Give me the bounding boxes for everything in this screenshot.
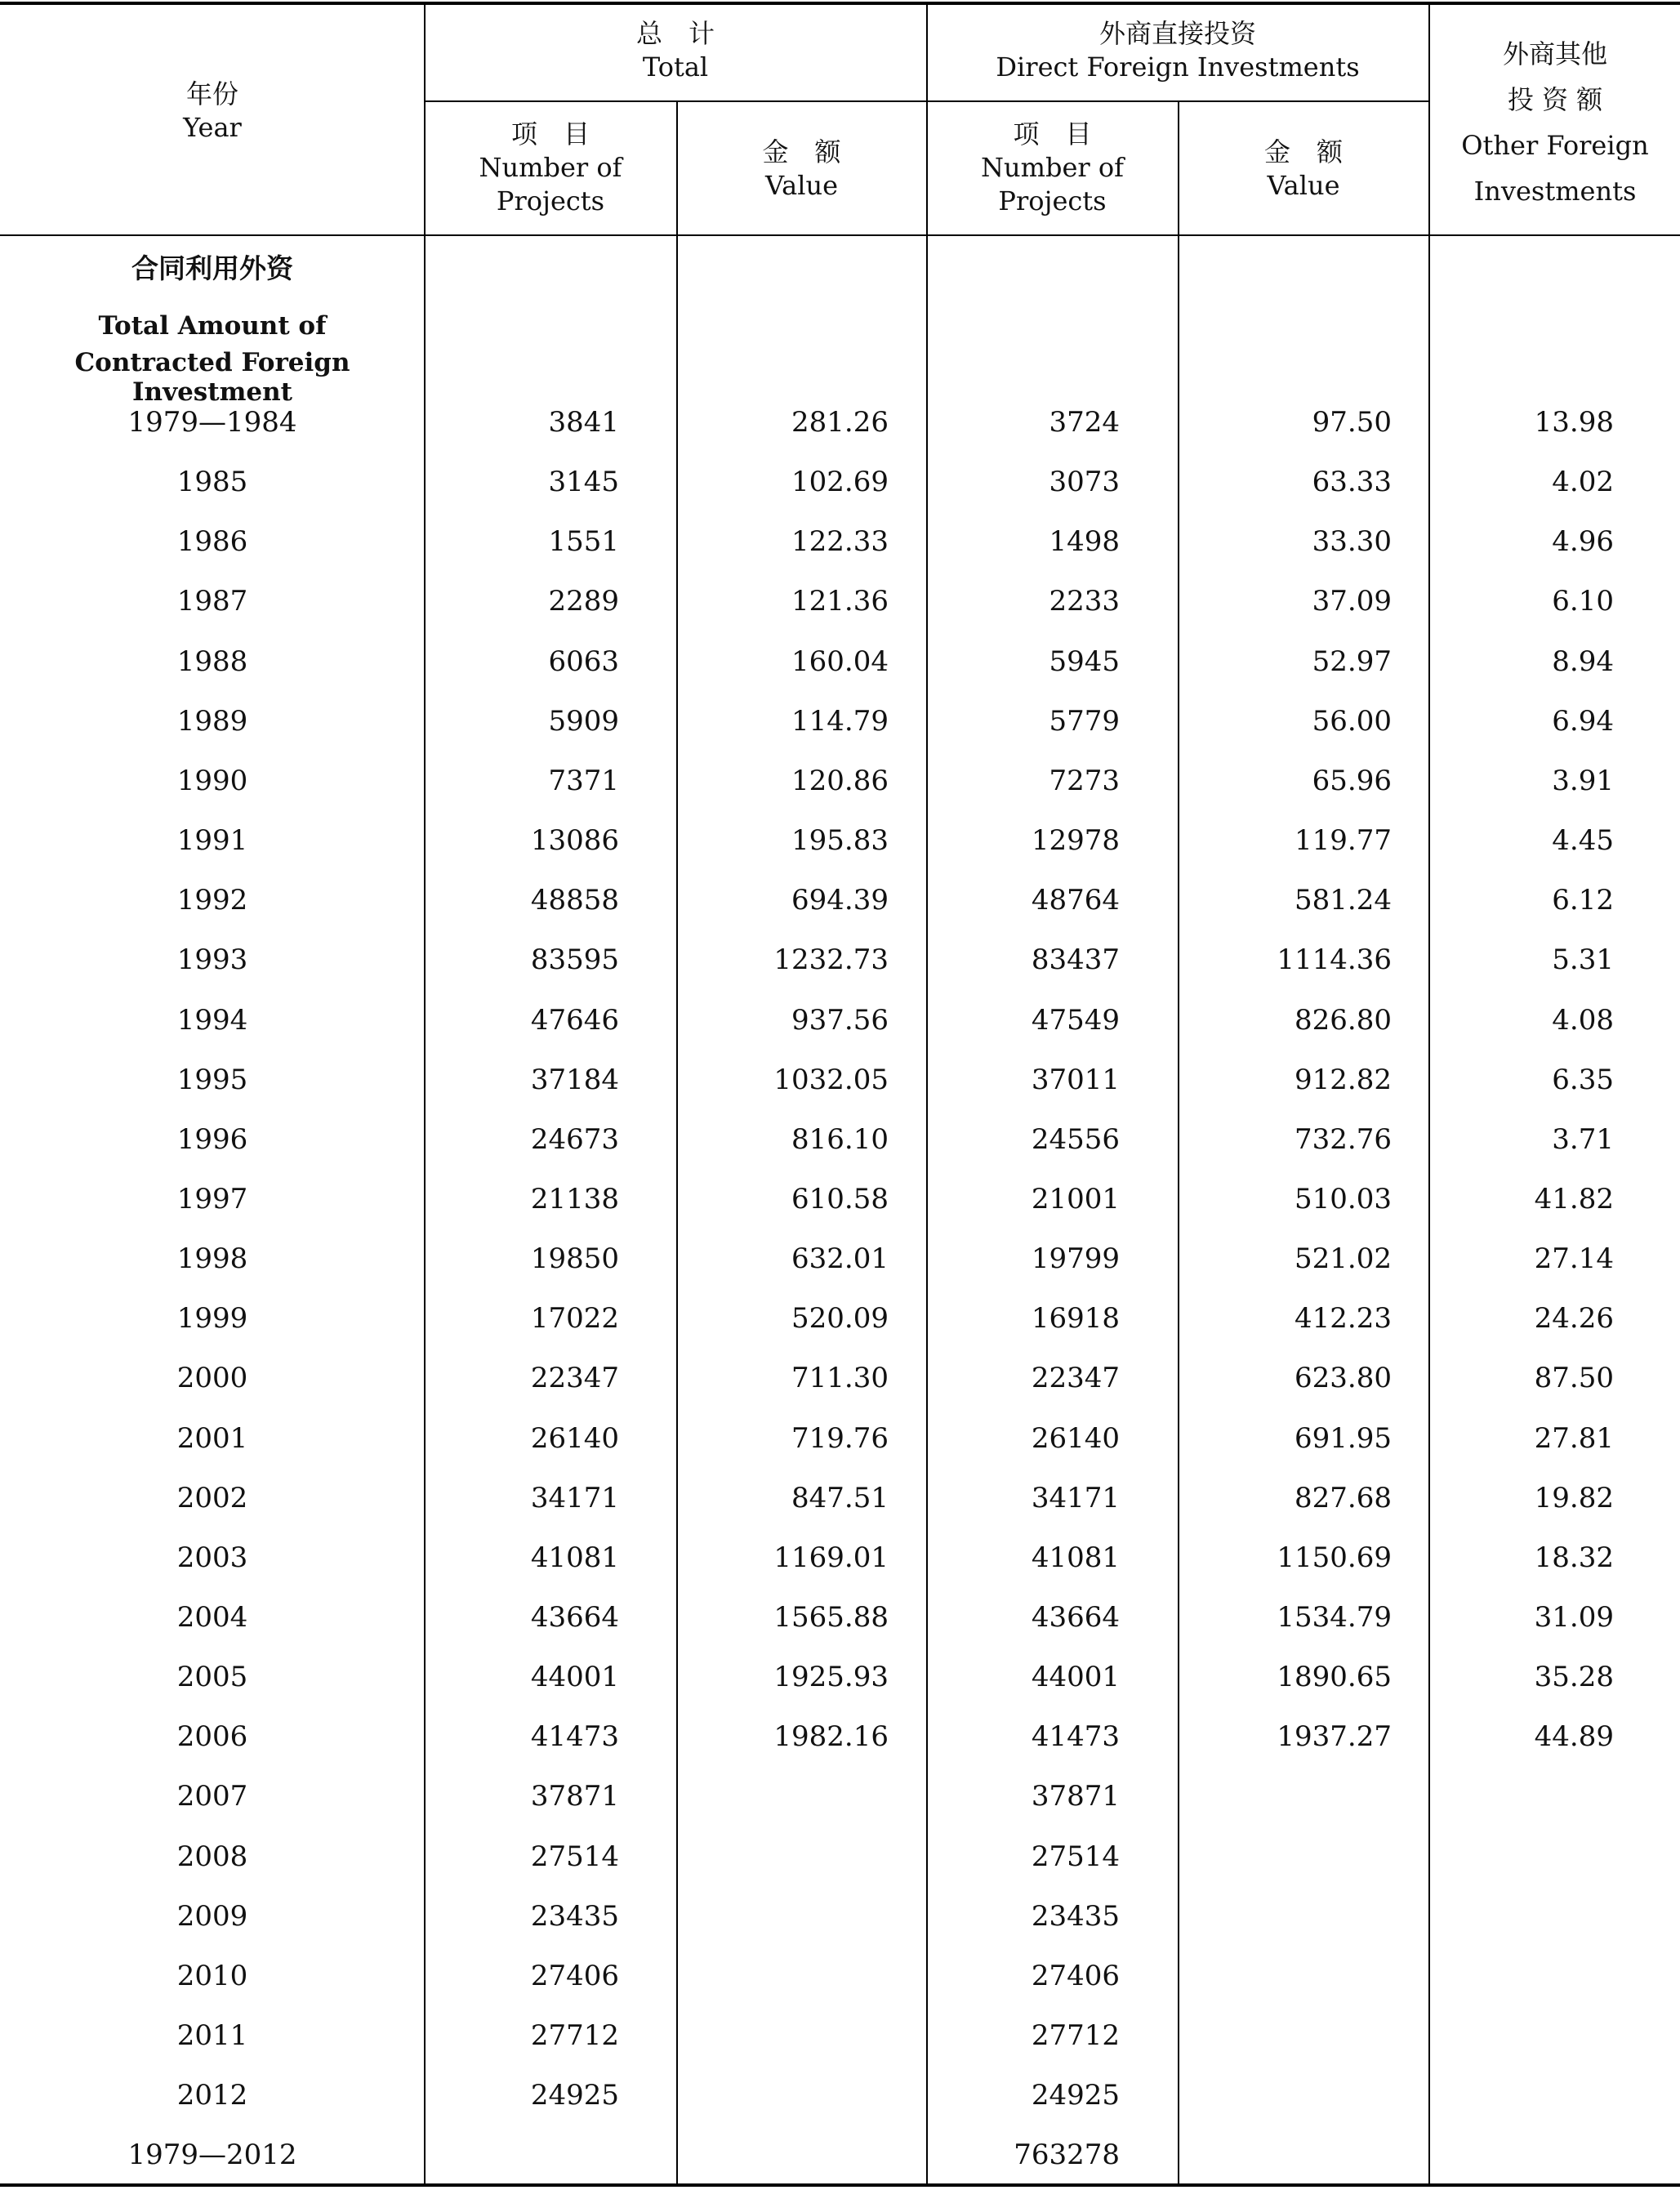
year-cell: 2009 [176, 1899, 248, 1933]
year-cell: 1989 [176, 704, 248, 738]
total-projects-cell: 27514 [530, 1840, 619, 1873]
total-value-cell: 847.51 [791, 1481, 889, 1514]
total-projects-cell: 21138 [530, 1182, 619, 1215]
table-row [0, 811, 1680, 871]
total-projects-cell: 48858 [530, 884, 619, 917]
total-projects-cell: 83595 [530, 943, 619, 977]
other-value-cell: 4.02 [1552, 466, 1614, 499]
year-cell: 1992 [176, 884, 248, 917]
other-value-cell: 6.12 [1552, 884, 1614, 917]
other-value-cell: 13.98 [1534, 406, 1614, 439]
total-value-cell: 102.69 [791, 466, 889, 499]
dfi-value-cell: 63.33 [1312, 466, 1392, 499]
other-value-cell: 4.45 [1552, 824, 1614, 858]
total-projects-cell: 41081 [530, 1541, 619, 1574]
other-value-cell: 44.89 [1534, 1720, 1614, 1754]
total-projects-cell: 23435 [530, 1899, 619, 1933]
total-value-cell: 1565.88 [773, 1601, 889, 1634]
dfi-value-cell: 412.23 [1295, 1302, 1392, 1336]
dfi-projects-cell: 47549 [1031, 1003, 1120, 1037]
total-projects-cell: 44001 [530, 1661, 619, 1694]
dfi-value-cell: 1937.27 [1277, 1720, 1392, 1754]
dfi-value-cell: 826.80 [1295, 1003, 1392, 1037]
table-row [0, 1947, 1680, 2006]
dfi-projects-cell: 83437 [1031, 943, 1120, 977]
year-cell: 1986 [176, 525, 248, 559]
total-value-cell: 1032.05 [773, 1063, 889, 1096]
table-row [0, 1588, 1680, 1648]
dfi-value-cell: 56.00 [1312, 704, 1392, 738]
table-row [0, 1110, 1680, 1170]
other-value-cell: 31.09 [1534, 1601, 1614, 1634]
table-row [0, 1409, 1680, 1469]
dfi-value-cell: 1114.36 [1277, 943, 1392, 977]
year-cell: 2012 [176, 2079, 248, 2112]
other-value-cell: 19.82 [1534, 1481, 1614, 1514]
year-cell: 1999 [176, 1302, 248, 1336]
year-cell: 1988 [176, 645, 248, 678]
total-value-cell: 520.09 [791, 1302, 889, 1336]
dfi-projects-cell: 26140 [1031, 1421, 1120, 1455]
dfi-projects-cell: 27406 [1031, 1959, 1120, 1992]
year-cell: 2010 [176, 1959, 248, 1992]
dfi-projects-cell: 41473 [1031, 1720, 1120, 1754]
table-row [0, 1289, 1680, 1349]
dfi-value-cell: 52.97 [1312, 645, 1392, 678]
dfi-projects-cell: 7273 [1049, 764, 1120, 797]
dfi-value-cell: 521.02 [1295, 1242, 1392, 1276]
total-value-cell: 114.79 [791, 704, 889, 738]
year-cell: 2006 [176, 1720, 248, 1754]
total-projects-cell: 27712 [530, 2019, 619, 2053]
dfi-projects-cell: 5779 [1049, 704, 1120, 738]
total-value-cell: 632.01 [791, 1242, 889, 1276]
header-total-projects: 项 目 Number of Projects [479, 118, 622, 216]
total-projects-cell: 5909 [548, 704, 619, 738]
total-projects-cell: 43664 [530, 1601, 619, 1634]
other-value-cell: 5.31 [1552, 943, 1614, 977]
header-dfi-value: 金 额 Value [1263, 136, 1343, 201]
other-value-cell: 18.32 [1534, 1541, 1614, 1574]
table-row [0, 1469, 1680, 1528]
year-cell: 2008 [176, 1840, 248, 1873]
table-row [0, 1648, 1680, 1707]
header-direct-foreign-investments: 外商直接投资 Direct Foreign Investments [996, 18, 1360, 83]
total-value-cell: 937.56 [791, 1003, 889, 1037]
total-projects-cell: 26140 [530, 1421, 619, 1455]
year-cell: 1979—1984 [127, 406, 297, 439]
dfi-value-cell: 827.68 [1295, 1481, 1392, 1514]
other-value-cell: 87.50 [1534, 1362, 1614, 1395]
total-projects-cell: 2289 [548, 585, 619, 618]
year-cell: 2002 [176, 1481, 248, 1514]
year-cell: 2007 [176, 1780, 248, 1813]
total-projects-cell: 17022 [530, 1302, 619, 1336]
dfi-value-cell: 691.95 [1295, 1421, 1392, 1455]
header-total: 总 计 Total [635, 18, 715, 83]
section-title-en-line2: Contracted Foreign Investment [74, 348, 350, 407]
total-value-cell: 281.26 [791, 406, 889, 439]
total-projects-cell: 19850 [530, 1242, 619, 1276]
year-cell: 1998 [176, 1242, 248, 1276]
total-value-cell: 1169.01 [773, 1541, 889, 1574]
dfi-value-cell: 33.30 [1312, 525, 1392, 559]
dfi-projects-cell: 43664 [1031, 1601, 1120, 1634]
total-projects-cell: 41473 [530, 1720, 619, 1754]
dfi-projects-cell: 23435 [1031, 1899, 1120, 1933]
table-row [0, 692, 1680, 752]
other-value-cell: 24.26 [1534, 1302, 1614, 1336]
section-title-cn: 合同利用外资 [131, 252, 293, 284]
total-value-cell: 160.04 [791, 645, 889, 678]
table-row [0, 572, 1680, 631]
table-row [0, 632, 1680, 692]
total-value-cell: 610.58 [791, 1182, 889, 1215]
dfi-projects-cell: 44001 [1031, 1661, 1120, 1694]
header-other-foreign-investments: 外商其他 投 资 额 Other Foreign Investments [1461, 38, 1649, 207]
dfi-projects-cell: 22347 [1031, 1362, 1120, 1395]
total-value-cell: 694.39 [791, 884, 889, 917]
dfi-projects-cell: 27514 [1031, 1840, 1120, 1873]
table-row [0, 1887, 1680, 1947]
table-row [0, 1050, 1680, 1110]
total-projects-cell: 6063 [548, 645, 619, 678]
table-row [0, 871, 1680, 930]
dfi-projects-cell: 3073 [1049, 466, 1120, 499]
table-row [0, 1170, 1680, 1229]
other-value-cell: 6.35 [1552, 1063, 1614, 1096]
table-row [0, 512, 1680, 572]
year-cell: 2005 [176, 1661, 248, 1694]
dfi-projects-cell: 16918 [1031, 1302, 1120, 1336]
dfi-projects-cell: 21001 [1031, 1182, 1120, 1215]
total-value-cell: 122.33 [791, 525, 889, 559]
total-projects-cell: 37871 [530, 1780, 619, 1813]
other-value-cell: 27.14 [1534, 1242, 1614, 1276]
year-cell: 1996 [176, 1122, 248, 1156]
table-row [0, 1767, 1680, 1826]
total-projects-cell: 7371 [548, 764, 619, 797]
total-value-cell: 711.30 [791, 1362, 889, 1395]
dfi-value-cell: 912.82 [1295, 1063, 1392, 1096]
other-value-cell: 35.28 [1534, 1661, 1614, 1694]
dfi-value-cell: 97.50 [1312, 406, 1392, 439]
dfi-projects-cell: 3724 [1049, 406, 1120, 439]
year-cell: 1993 [176, 943, 248, 977]
table-row [0, 1707, 1680, 1767]
dfi-projects-cell: 24556 [1031, 1122, 1120, 1156]
table-row [0, 393, 1680, 453]
dfi-value-cell: 623.80 [1295, 1362, 1392, 1395]
table-row [0, 1528, 1680, 1588]
table-row [0, 2006, 1680, 2066]
year-cell: 1997 [176, 1182, 248, 1215]
year-cell: 2001 [176, 1421, 248, 1455]
dfi-projects-cell: 12978 [1031, 824, 1120, 858]
dfi-projects-cell: 41081 [1031, 1541, 1120, 1574]
total-projects-cell: 24673 [530, 1122, 619, 1156]
total-value-cell: 121.36 [791, 585, 889, 618]
other-value-cell: 3.91 [1552, 764, 1614, 797]
total-value-cell: 1982.16 [773, 1720, 889, 1754]
table-row [0, 991, 1680, 1050]
year-cell: 2004 [176, 1601, 248, 1634]
dfi-projects-cell: 763278 [1014, 2139, 1120, 2172]
dfi-value-cell: 510.03 [1295, 1182, 1392, 1215]
dfi-projects-cell: 1498 [1049, 525, 1120, 559]
other-value-cell: 4.08 [1552, 1003, 1614, 1037]
total-projects-cell: 27406 [530, 1959, 619, 1992]
total-value-cell: 195.83 [791, 824, 889, 858]
year-cell: 2003 [176, 1541, 248, 1574]
total-value-cell: 1925.93 [773, 1661, 889, 1694]
dfi-projects-cell: 27712 [1031, 2019, 1120, 2053]
year-cell: 2011 [176, 2019, 248, 2053]
total-projects-cell: 3145 [548, 466, 619, 499]
dfi-projects-cell: 19799 [1031, 1242, 1120, 1276]
total-projects-cell: 24925 [530, 2079, 619, 2112]
table-row [0, 1229, 1680, 1289]
total-projects-cell: 13086 [530, 824, 619, 858]
other-value-cell: 8.94 [1552, 645, 1614, 678]
total-value-cell: 719.76 [791, 1421, 889, 1455]
total-value-cell: 1232.73 [773, 943, 889, 977]
table-row [0, 2066, 1680, 2125]
year-cell: 1995 [176, 1063, 248, 1096]
other-value-cell: 6.94 [1552, 704, 1614, 738]
other-value-cell: 4.96 [1552, 525, 1614, 559]
year-cell: 1985 [176, 466, 248, 499]
table-row [0, 752, 1680, 811]
other-value-cell: 3.71 [1552, 1122, 1614, 1156]
total-projects-cell: 22347 [530, 1362, 619, 1395]
total-projects-cell: 3841 [548, 406, 619, 439]
table-row [0, 2125, 1680, 2185]
table-row [0, 1349, 1680, 1408]
dfi-value-cell: 119.77 [1295, 824, 1392, 858]
dfi-value-cell: 1890.65 [1277, 1661, 1392, 1694]
dfi-value-cell: 1534.79 [1277, 1601, 1392, 1634]
section-title-en-line1: Total Amount of [98, 311, 327, 341]
dfi-value-cell: 732.76 [1295, 1122, 1392, 1156]
header-year: 年份 Year [183, 78, 242, 143]
header-total-value: 金 额 Value [762, 136, 841, 201]
other-value-cell: 41.82 [1534, 1182, 1614, 1215]
total-value-cell: 120.86 [791, 764, 889, 797]
dfi-projects-cell: 48764 [1031, 884, 1120, 917]
year-cell: 1987 [176, 585, 248, 618]
table-row [0, 453, 1680, 512]
table-row [0, 930, 1680, 990]
total-projects-cell: 47646 [530, 1003, 619, 1037]
dfi-projects-cell: 2233 [1049, 585, 1120, 618]
year-cell: 1979—2012 [127, 2139, 297, 2172]
dfi-value-cell: 37.09 [1312, 585, 1392, 618]
year-cell: 1994 [176, 1003, 248, 1037]
year-cell: 1990 [176, 764, 248, 797]
year-cell: 1991 [176, 824, 248, 858]
dfi-projects-cell: 5945 [1049, 645, 1120, 678]
other-value-cell: 27.81 [1534, 1421, 1614, 1455]
total-projects-cell: 1551 [548, 525, 619, 559]
table-row [0, 1827, 1680, 1887]
dfi-projects-cell: 37871 [1031, 1780, 1120, 1813]
dfi-value-cell: 581.24 [1295, 884, 1392, 917]
total-projects-cell: 37184 [530, 1063, 619, 1096]
dfi-value-cell: 65.96 [1312, 764, 1392, 797]
dfi-value-cell: 1150.69 [1277, 1541, 1392, 1574]
dfi-projects-cell: 24925 [1031, 2079, 1120, 2112]
year-cell: 2000 [176, 1362, 248, 1395]
total-value-cell: 816.10 [791, 1122, 889, 1156]
header-dfi-projects: 项 目 Number of Projects [981, 118, 1124, 216]
other-value-cell: 6.10 [1552, 585, 1614, 618]
dfi-projects-cell: 34171 [1031, 1481, 1120, 1514]
dfi-projects-cell: 37011 [1031, 1063, 1120, 1096]
total-projects-cell: 34171 [530, 1481, 619, 1514]
